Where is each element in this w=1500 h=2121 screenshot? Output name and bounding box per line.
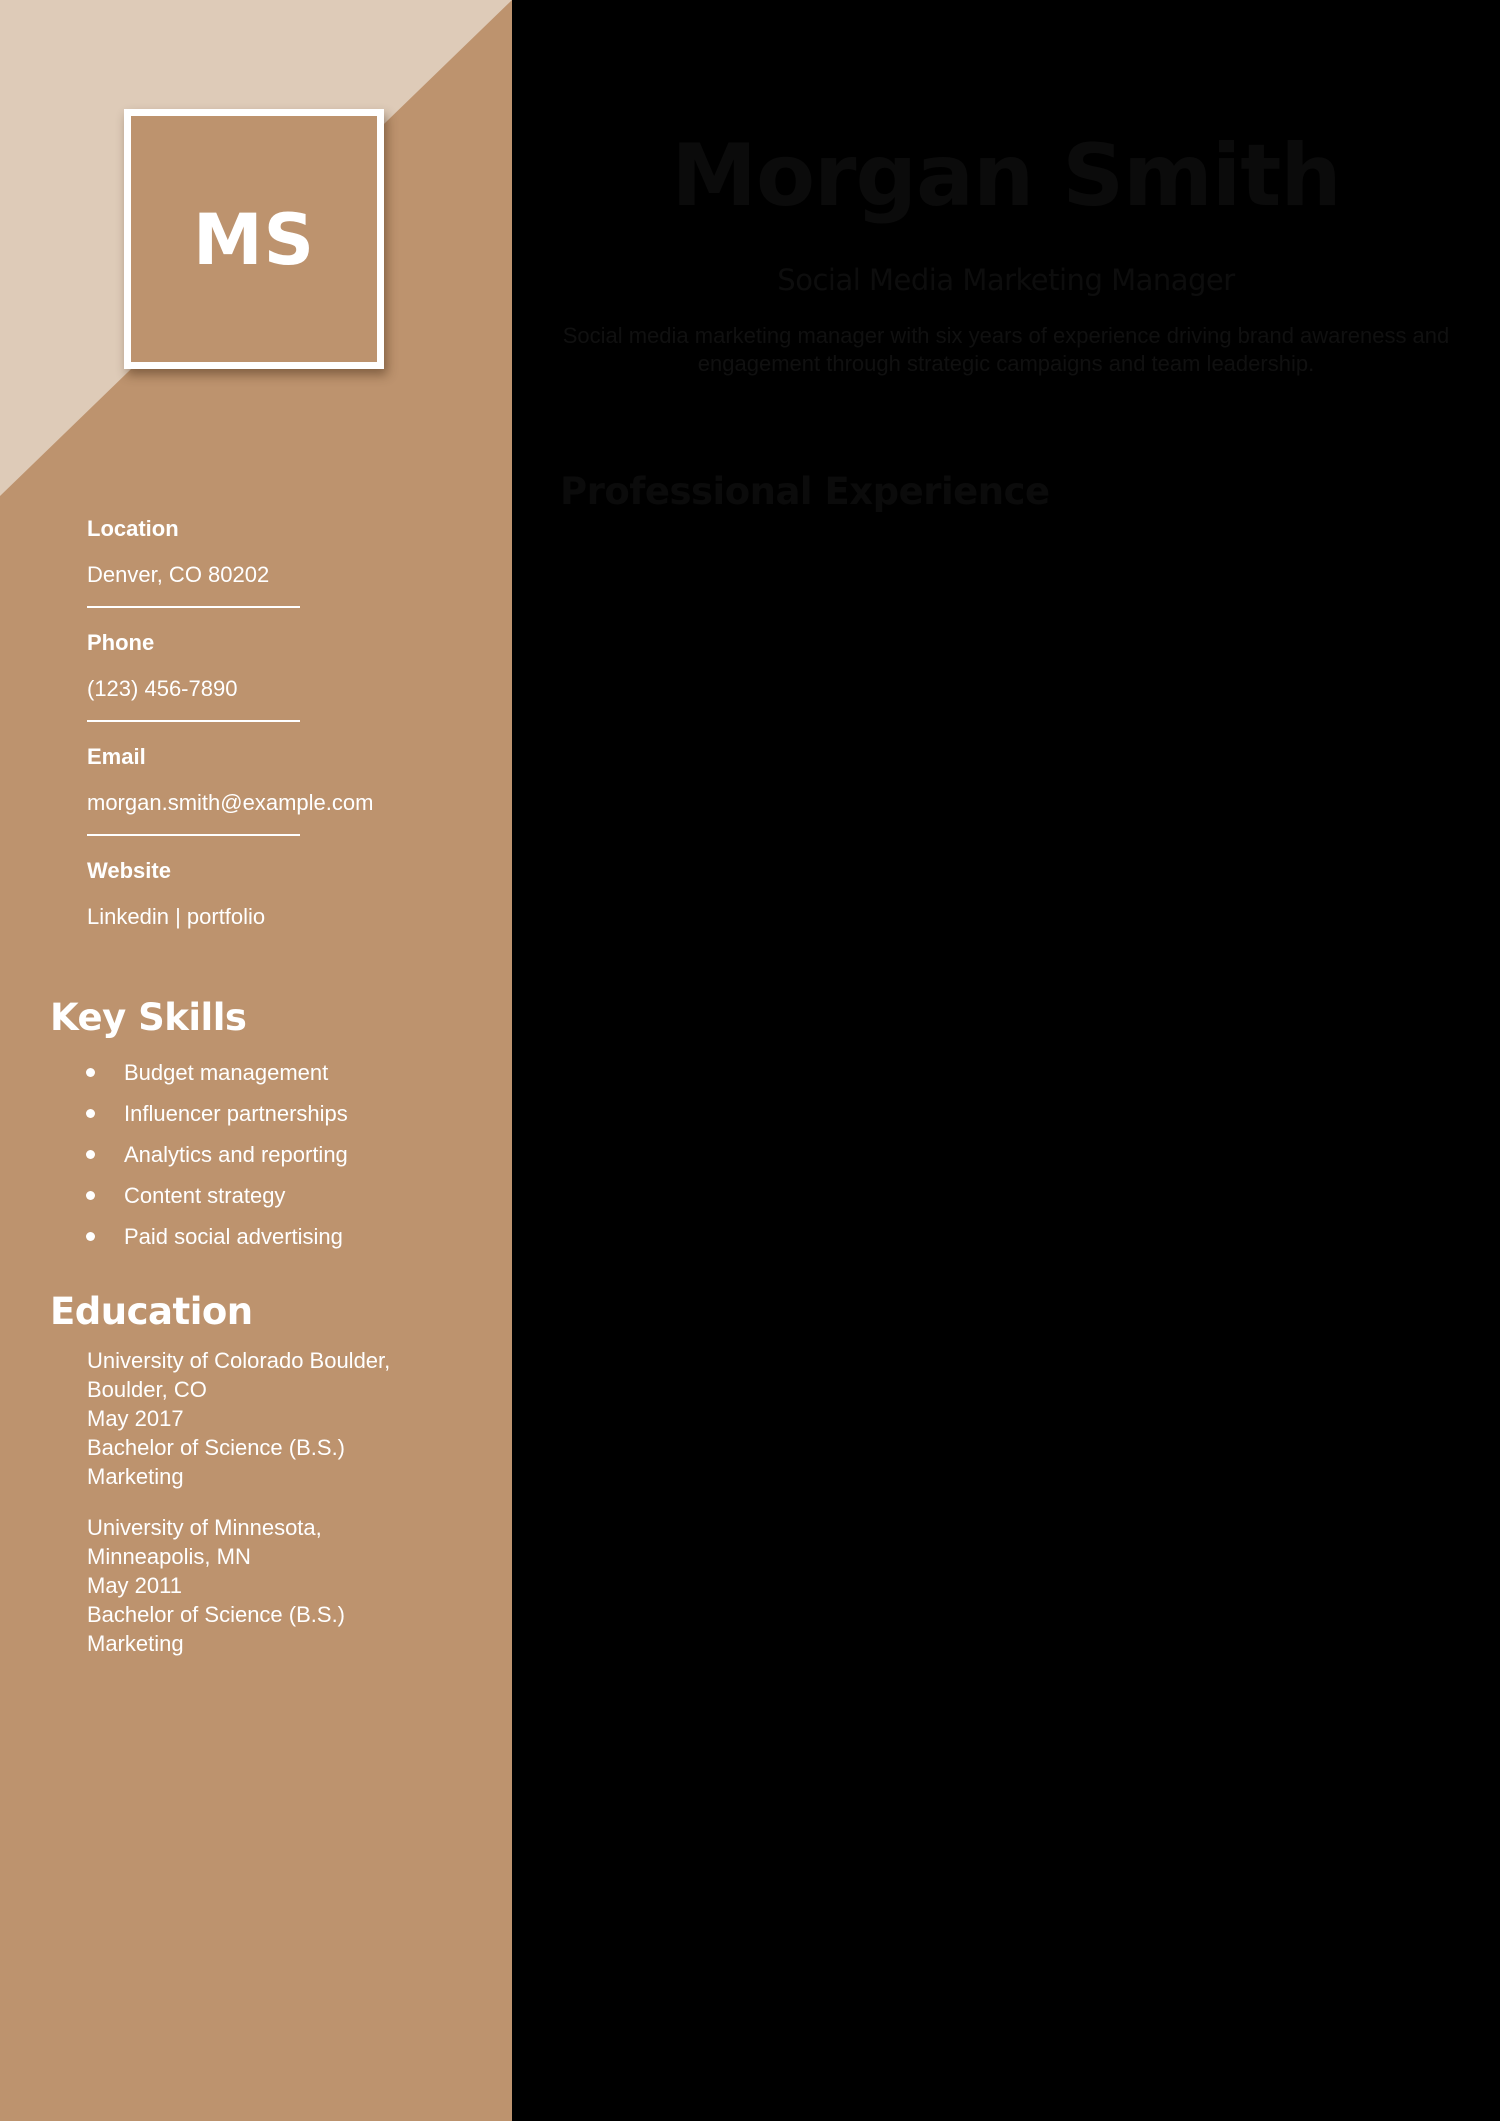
skill-text: Influencer partnerships xyxy=(124,1101,348,1126)
contact-email xyxy=(87,744,467,836)
major: Marketing xyxy=(87,1631,184,1656)
divider xyxy=(87,606,300,608)
monogram-initials: MS xyxy=(192,199,316,281)
job-title: Social Media Marketing Manager xyxy=(777,263,1235,297)
major: Marketing xyxy=(87,1464,184,1489)
bullet-icon xyxy=(86,1109,95,1118)
contact-value: (123) 456-7890 xyxy=(87,676,238,701)
bullet-icon xyxy=(86,1191,95,1200)
contact-value: Linkedin | portfolio xyxy=(87,904,266,929)
degree: Bachelor of Science (B.S.) xyxy=(87,1435,346,1460)
school-name: University of Minnesota, xyxy=(87,1515,322,1540)
professional-summary: Social media marketing manager with six years of experience driving brand awareness and engagement through strategic campaigns and team leadership. xyxy=(562,323,1450,376)
skill-text: Paid social advertising xyxy=(124,1224,343,1249)
monogram-badge xyxy=(124,109,384,369)
education-entry xyxy=(50,1513,490,1658)
contact-label: Email xyxy=(87,744,146,769)
divider xyxy=(87,834,300,836)
divider xyxy=(87,720,300,722)
school-location: Minneapolis, MN xyxy=(87,1544,251,1569)
contact-label: Location xyxy=(87,516,179,541)
skill-item xyxy=(50,1216,490,1257)
sidebar xyxy=(0,0,512,2121)
skill-text: Analytics and reporting xyxy=(124,1142,348,1167)
skills-section xyxy=(50,996,490,1257)
skill-item xyxy=(50,1175,490,1216)
bullet-icon xyxy=(86,1068,95,1077)
contact-location xyxy=(87,516,467,608)
skill-item xyxy=(50,1052,490,1093)
school-location: Boulder, CO xyxy=(87,1377,207,1402)
contact-section xyxy=(87,516,467,952)
school-name: University of Colorado Boulder, xyxy=(87,1348,391,1373)
contact-label: Phone xyxy=(87,630,155,655)
skill-text: Content strategy xyxy=(124,1183,286,1208)
graduation-date: May 2011 xyxy=(87,1573,182,1598)
experience-heading: Professional Experience xyxy=(560,470,1050,513)
skills-heading: Key Skills xyxy=(50,996,247,1039)
skill-text: Budget management xyxy=(124,1060,329,1085)
main-content xyxy=(512,0,1500,2121)
education-section xyxy=(50,1290,490,1658)
graduation-date: May 2017 xyxy=(87,1406,184,1431)
degree: Bachelor of Science (B.S.) xyxy=(87,1602,346,1627)
education-heading: Education xyxy=(50,1290,253,1333)
candidate-name: Morgan Smith xyxy=(671,126,1341,226)
contact-value: morgan.smith@example.com xyxy=(87,790,374,815)
contact-website xyxy=(87,858,467,930)
skills-list xyxy=(50,1052,490,1257)
skill-item xyxy=(50,1134,490,1175)
skill-item xyxy=(50,1093,490,1134)
bullet-icon xyxy=(86,1232,95,1241)
education-entry xyxy=(50,1346,490,1491)
contact-phone xyxy=(87,630,467,722)
bullet-icon xyxy=(86,1150,95,1159)
contact-label: Website xyxy=(87,858,171,883)
contact-value: Denver, CO 80202 xyxy=(87,562,270,587)
